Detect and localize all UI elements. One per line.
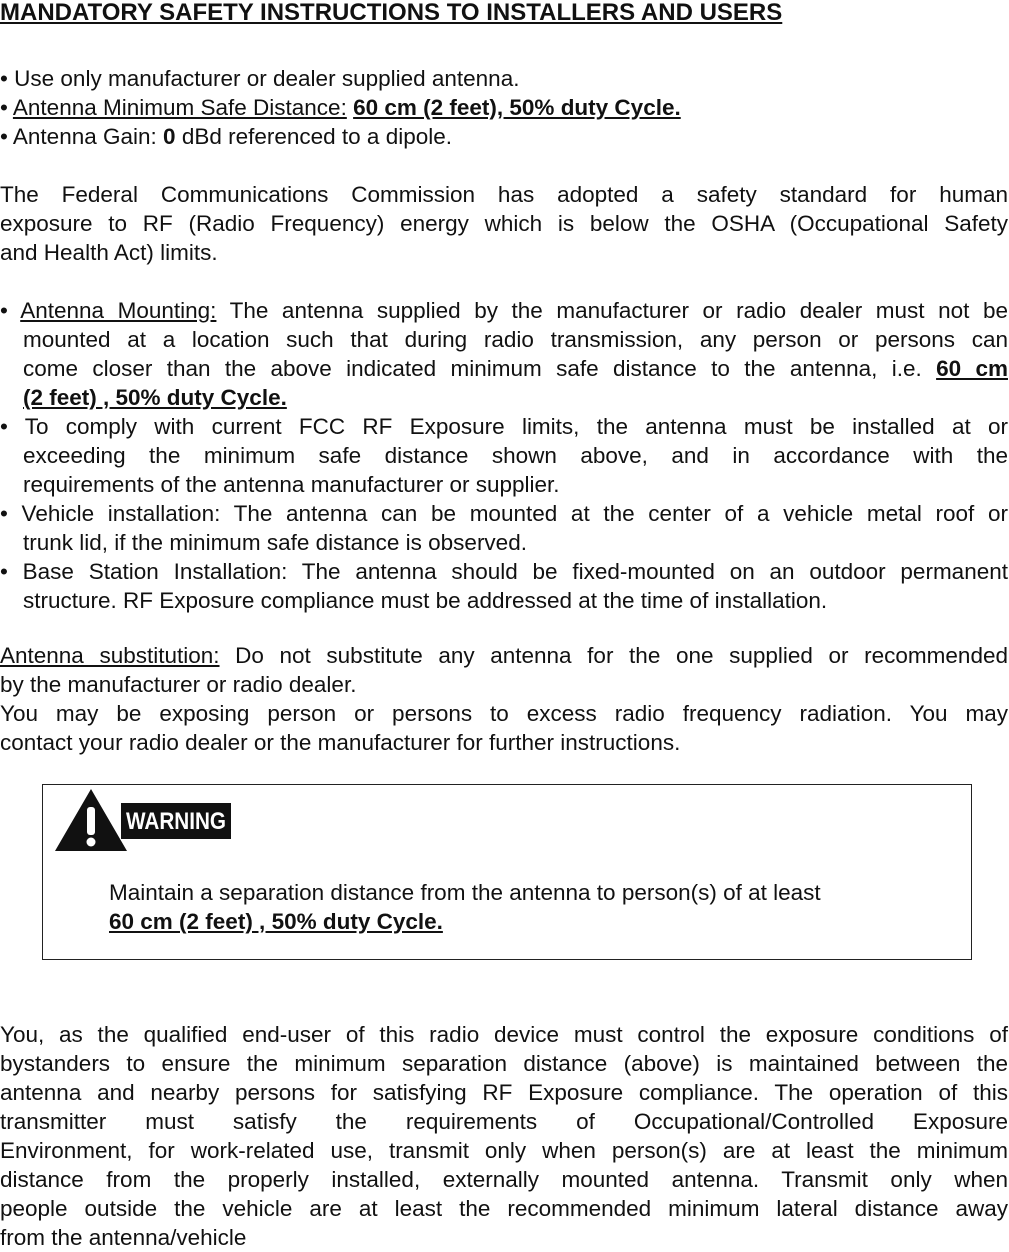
warning-icon-label: WARNING xyxy=(126,808,226,835)
spec-item-antenna-source: • Use only manufacturer or dealer supplied antenna. xyxy=(0,66,520,91)
antenna-mounting-label: Antenna Mounting: xyxy=(20,298,217,323)
list-item-base-station: • Base Station Installation: The antenna should be fixed-mounted on an outdoor permanent structure. RF Exposure compliance must be addressed at the time of installation. xyxy=(0,559,1008,613)
mounting-distance-value: (2 feet) , 50% duty Cycle. xyxy=(23,385,287,410)
spec-item-antenna-gain: • Antenna Gain: 0 dBd referenced to a dipole. xyxy=(0,124,452,149)
list-item-fcc-limits: • To comply with current FCC RF Exposure limits, the antenna must be installed at or exceeding the minimum safe distance shown above, and in accordance with the requirements of the antenna manufacturer or supplier. xyxy=(0,414,1008,497)
safe-distance-label: Antenna Minimum Safe Distance: xyxy=(12,95,347,120)
antenna-substitution-label: Antenna substitution: xyxy=(0,643,220,668)
fcc-paragraph: The Federal Communications Commission has adopted a safety standard for human exposure to RF (Radio Frequency) energy which is below the OSHA (Occupational Safety and Health Act) limits. xyxy=(0,182,1008,265)
spec-item-safe-distance: • Antenna Minimum Safe Distance: 60 cm (2 feet), 50% duty Cycle. xyxy=(0,95,681,120)
antenna-gain-value: 0 xyxy=(163,124,176,149)
list-item-antenna-mounting: • Antenna Mounting: The antenna supplied by the manufacturer or radio dealer must not be mounted at a location such that during radio transmission, any person or persons can come closer than the above indicated minimum safe distance to the antenna, i.e. 60 cm (2 feet) , 50% duty Cycle. xyxy=(0,298,1008,410)
installation-list xyxy=(0,296,1008,615)
end-user-paragraph: You, as the qualified end-user of this radio device must control the exposure conditions of bystanders to ensure the minimum separation distance (above) is maintained between the antenna and nearby persons for satisfying RF Exposure compliance. The operation of this transmitter must satisfy the requirements of Occupational/Controlled Exposure Environment, for work-related use, transmit only when person(s) are at least the minimum distance from the properly installed, externally mounted antenna. Transmit only when people outside the vehicle are at least the recommended minimum lateral distance away from the antenna/vehicle xyxy=(0,1022,1008,1250)
safe-distance-value: 60 cm (2 feet), 50% duty Cycle. xyxy=(353,95,681,120)
warning-box xyxy=(42,784,972,960)
warning-message: Maintain a separation distance from the antenna to person(s) of at least 60 cm (2 feet) , 50% duty Cycle. xyxy=(109,880,821,934)
warning-distance-value: 60 cm (2 feet) , 50% duty Cycle. xyxy=(109,909,443,934)
list-item-vehicle-installation: • Vehicle installation: The antenna can be mounted at the center of a vehicle metal roof or trunk lid, if the minimum safe distance is observed. xyxy=(0,501,1008,555)
spec-list xyxy=(0,64,1008,151)
warning-icon xyxy=(55,787,231,853)
page-title: MANDATORY SAFETY INSTRUCTIONS TO INSTALLERS AND USERS xyxy=(0,0,783,26)
antenna-substitution-paragraph: Antenna substitution: Do not substitute any antenna for the one supplied or recommended by the manufacturer or radio dealer. You may be exposing person or persons to excess radio frequency radiation. You may contact your radio dealer or the manufacturer for further instructions. xyxy=(0,643,1008,755)
